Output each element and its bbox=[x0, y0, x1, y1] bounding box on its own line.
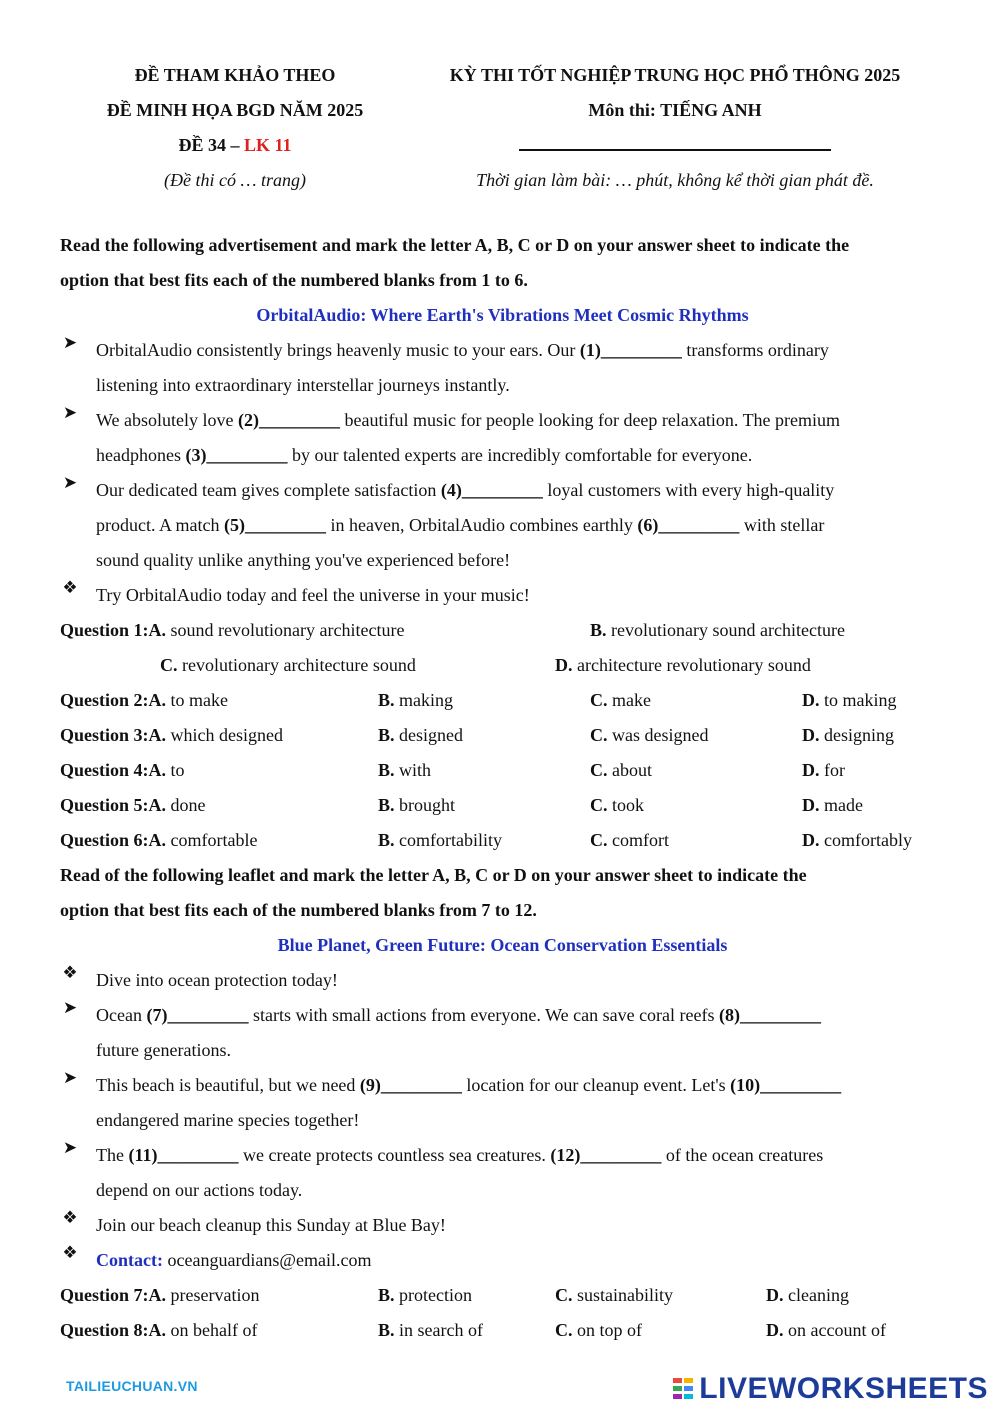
blank-1[interactable]: (1)_________ bbox=[579, 340, 682, 360]
blank-7[interactable]: (7)_________ bbox=[146, 1005, 249, 1025]
option-c[interactable]: sustainability bbox=[577, 1285, 673, 1305]
option-letter[interactable]: D. bbox=[802, 830, 820, 850]
option-a[interactable]: to bbox=[170, 760, 185, 780]
question-6 bbox=[60, 823, 945, 858]
text: The bbox=[96, 1145, 129, 1165]
text: depend on our actions today. bbox=[96, 1180, 303, 1200]
option-b[interactable]: designed bbox=[399, 725, 463, 745]
option-letter[interactable]: D. bbox=[802, 760, 820, 780]
option-letter[interactable]: C. bbox=[590, 760, 608, 780]
tailieuchuan-logo-text: TAILIEUCHUAN.VN bbox=[66, 1378, 198, 1394]
question-1 bbox=[60, 613, 945, 648]
option-letter[interactable]: D. bbox=[766, 1320, 784, 1340]
option-a[interactable]: preservation bbox=[170, 1285, 260, 1305]
blank-2[interactable]: (2)_________ bbox=[238, 410, 341, 430]
option-c[interactable]: revolutionary architecture sound bbox=[182, 655, 416, 675]
text: This beach is beautiful, but we need bbox=[96, 1075, 360, 1095]
leaflet-bullet-1 bbox=[60, 963, 945, 998]
leaflet-bullet-4 bbox=[60, 1138, 945, 1208]
section-2-instruction-line-2: option that best fits each of the numbered blanks from 7 to 12. bbox=[60, 900, 537, 920]
option-c[interactable]: was designed bbox=[612, 725, 709, 745]
question-label: Question 3: bbox=[60, 725, 149, 745]
option-b[interactable]: revolutionary sound architecture bbox=[611, 620, 845, 640]
header-right bbox=[410, 58, 940, 198]
exam-code-prefix: ĐỀ 34 – bbox=[178, 135, 244, 155]
text: in heaven, OrbitalAudio combines earthly bbox=[325, 515, 638, 535]
diamond-bullet-icon: ❖ bbox=[62, 1243, 78, 1262]
option-letter[interactable]: A. bbox=[148, 1320, 167, 1340]
option-letter[interactable]: C. bbox=[590, 690, 608, 710]
header-rule bbox=[410, 128, 940, 163]
diamond-bullet-icon: ❖ bbox=[62, 578, 78, 597]
option-letter[interactable]: A. bbox=[148, 725, 167, 745]
option-letter[interactable]: B. bbox=[378, 690, 395, 710]
arrow-bullet-icon: ➤ bbox=[62, 403, 78, 422]
option-letter[interactable]: D. bbox=[766, 1285, 784, 1305]
question-1-row-2 bbox=[60, 648, 945, 683]
leaflet-contact bbox=[60, 1243, 945, 1278]
text: we create protects countless sea creatures. bbox=[238, 1145, 551, 1165]
question-2 bbox=[60, 683, 945, 718]
option-letter[interactable]: C. bbox=[555, 1285, 573, 1305]
exam-code-red: LK 11 bbox=[244, 135, 292, 155]
text: Join our beach cleanup this Sunday at Blue Bay! bbox=[96, 1215, 446, 1235]
contact-email[interactable]: oceanguardians@email.com bbox=[162, 1250, 372, 1270]
text: headphones bbox=[96, 445, 186, 465]
option-letter[interactable]: A. bbox=[148, 690, 167, 710]
option-d[interactable]: architecture revolutionary sound bbox=[577, 655, 811, 675]
option-letter[interactable]: A. bbox=[148, 830, 167, 850]
exam-title: KỲ THI TỐT NGHIỆP TRUNG HỌC PHỔ THÔNG 2025 bbox=[449, 65, 901, 85]
text: location for our cleanup event. Let's bbox=[461, 1075, 731, 1095]
question-4 bbox=[60, 753, 945, 788]
text: by our talented experts are incredibly comfortable for everyone. bbox=[287, 445, 753, 465]
option-d[interactable]: cleaning bbox=[788, 1285, 849, 1305]
header-left-line-2: ĐỀ MINH HỌA BGD NĂM 2025 bbox=[106, 100, 364, 120]
option-d[interactable]: made bbox=[824, 795, 863, 815]
question-label: Question 4: bbox=[60, 760, 149, 780]
section-1 bbox=[60, 228, 945, 1348]
text: product. A match bbox=[96, 515, 224, 535]
question-8 bbox=[60, 1313, 945, 1348]
arrow-bullet-icon: ➤ bbox=[62, 473, 78, 492]
ad-bullet-1 bbox=[60, 333, 945, 403]
option-letter[interactable]: D. bbox=[802, 795, 820, 815]
text: future generations. bbox=[96, 1040, 231, 1060]
option-letter[interactable]: D. bbox=[802, 690, 820, 710]
header-left-line-1: ĐỀ THAM KHẢO THEO bbox=[134, 65, 336, 85]
blank-9[interactable]: (9)_________ bbox=[359, 1075, 462, 1095]
header-rule-line bbox=[519, 132, 831, 151]
option-c[interactable]: comfort bbox=[612, 830, 669, 850]
option-letter[interactable]: B. bbox=[590, 620, 607, 640]
option-letter[interactable]: B. bbox=[378, 1320, 395, 1340]
text: sound quality unlike anything you've experienced before! bbox=[96, 550, 511, 570]
pages-note: (Đề thi có … trang) bbox=[164, 170, 306, 190]
text: Our dedicated team gives complete satisfaction bbox=[96, 480, 441, 500]
blank-11[interactable]: (11)_________ bbox=[128, 1145, 239, 1165]
question-3 bbox=[60, 718, 945, 753]
blank-4[interactable]: (4)_________ bbox=[440, 480, 543, 500]
text: Ocean bbox=[96, 1005, 147, 1025]
text: We absolutely love bbox=[96, 410, 239, 430]
option-b[interactable]: making bbox=[399, 690, 454, 710]
text: loyal customers with every high-quality bbox=[542, 480, 835, 500]
option-letter[interactable]: B. bbox=[378, 830, 395, 850]
option-letter[interactable]: A. bbox=[148, 795, 167, 815]
leaflet-bullet-2 bbox=[60, 998, 945, 1068]
leaflet-bullet-3 bbox=[60, 1068, 945, 1138]
question-5 bbox=[60, 788, 945, 823]
section-1-instruction-line-2: option that best fits each of the numbered blanks from 1 to 6. bbox=[60, 270, 528, 290]
option-a[interactable]: sound revolutionary architecture bbox=[170, 620, 405, 640]
option-d[interactable]: comfortably bbox=[824, 830, 912, 850]
text: with stellar bbox=[739, 515, 825, 535]
text: endangered marine species together! bbox=[96, 1110, 360, 1130]
option-a[interactable]: comfortable bbox=[170, 830, 258, 850]
text: transforms ordinary bbox=[681, 340, 829, 360]
option-a[interactable]: done bbox=[170, 795, 206, 815]
option-b[interactable]: in search of bbox=[399, 1320, 483, 1340]
header-left bbox=[60, 58, 410, 198]
option-letter[interactable]: C. bbox=[160, 655, 178, 675]
section-1-instruction-line-1: Read the following advertisement and mark the letter A, B, C or D on your answer sheet to indicate the bbox=[60, 235, 850, 255]
option-letter[interactable]: B. bbox=[378, 1285, 395, 1305]
question-label: Question 7: bbox=[60, 1285, 149, 1305]
arrow-bullet-icon: ➤ bbox=[62, 1138, 78, 1157]
arrow-bullet-icon: ➤ bbox=[62, 998, 78, 1017]
text: of the ocean creatures bbox=[661, 1145, 824, 1165]
section-1-title: OrbitalAudio: Where Earth's Vibrations Meet Cosmic Rhythms bbox=[256, 305, 749, 325]
blank-5[interactable]: (5)_________ bbox=[223, 515, 326, 535]
option-letter[interactable]: C. bbox=[590, 830, 608, 850]
option-letter[interactable]: A. bbox=[148, 620, 167, 640]
option-letter[interactable]: D. bbox=[555, 655, 573, 675]
text: beautiful music for people looking for deep relaxation. The premium bbox=[340, 410, 841, 430]
contact-label: Contact: bbox=[96, 1250, 163, 1270]
section-2-title: Blue Planet, Green Future: Ocean Conservation Essentials bbox=[277, 935, 728, 955]
option-letter[interactable]: C. bbox=[555, 1320, 573, 1340]
arrow-bullet-icon: ➤ bbox=[62, 1068, 78, 1087]
liveworksheets-logo-icon bbox=[673, 1376, 695, 1402]
option-letter[interactable]: D. bbox=[802, 725, 820, 745]
option-letter[interactable]: C. bbox=[590, 795, 608, 815]
blank-12[interactable]: (12)_________ bbox=[550, 1145, 662, 1165]
option-b[interactable]: brought bbox=[399, 795, 456, 815]
blank-3[interactable]: (3)_________ bbox=[185, 445, 288, 465]
question-label: Question 2: bbox=[60, 690, 149, 710]
question-7 bbox=[60, 1278, 945, 1313]
leaflet-bullet-5 bbox=[60, 1208, 945, 1243]
text: starts with small actions from everyone. We can save coral reefs bbox=[248, 1005, 720, 1025]
liveworksheets-logo-text: LIVEWORKSHEETS bbox=[699, 1372, 988, 1405]
option-b[interactable]: protection bbox=[399, 1285, 472, 1305]
option-b[interactable]: comfortability bbox=[399, 830, 502, 850]
blank-8[interactable]: (8)_________ bbox=[719, 1005, 822, 1025]
tailieuchuan-logo[interactable] bbox=[66, 1378, 198, 1394]
option-a[interactable]: which designed bbox=[170, 725, 283, 745]
ad-bullet-3 bbox=[60, 473, 945, 578]
question-label: Question 8: bbox=[60, 1320, 149, 1340]
option-letter[interactable]: B. bbox=[378, 725, 395, 745]
liveworksheets-logo[interactable] bbox=[673, 1372, 988, 1406]
option-letter[interactable]: B. bbox=[378, 795, 395, 815]
ad-bullet-4 bbox=[60, 578, 945, 613]
diamond-bullet-icon: ❖ bbox=[62, 963, 78, 982]
option-letter[interactable]: A. bbox=[148, 760, 167, 780]
option-d[interactable]: to making bbox=[824, 690, 897, 710]
option-c[interactable]: about bbox=[612, 760, 652, 780]
subject-line: Môn thi: TIẾNG ANH bbox=[588, 100, 762, 120]
option-b[interactable]: with bbox=[399, 760, 432, 780]
option-letter[interactable]: B. bbox=[378, 760, 395, 780]
option-letter[interactable]: A. bbox=[148, 1285, 167, 1305]
option-d[interactable]: on account of bbox=[788, 1320, 886, 1340]
option-c[interactable]: took bbox=[612, 795, 645, 815]
option-c[interactable]: on top of bbox=[577, 1320, 642, 1340]
ad-bullet-2 bbox=[60, 403, 945, 473]
question-label: Question 1: bbox=[60, 620, 149, 640]
option-a[interactable]: to make bbox=[170, 690, 228, 710]
option-d[interactable]: designing bbox=[824, 725, 894, 745]
question-label: Question 6: bbox=[60, 830, 149, 850]
blank-10[interactable]: (10)_________ bbox=[730, 1075, 842, 1095]
text: Dive into ocean protection today! bbox=[96, 970, 338, 990]
question-label: Question 5: bbox=[60, 795, 149, 815]
section-2-instruction-line-1: Read of the following leaflet and mark the letter A, B, C or D on your answer sheet to indicate the bbox=[60, 865, 807, 885]
arrow-bullet-icon: ➤ bbox=[62, 333, 78, 352]
diamond-bullet-icon: ❖ bbox=[62, 1208, 78, 1227]
text: listening into extraordinary interstellar journeys instantly. bbox=[96, 375, 510, 395]
time-note: Thời gian làm bài: … phút, không kể thời gian phát đề. bbox=[476, 170, 874, 190]
text: Try OrbitalAudio today and feel the universe in your music! bbox=[96, 585, 530, 605]
option-d[interactable]: for bbox=[824, 760, 845, 780]
option-a[interactable]: on behalf of bbox=[170, 1320, 258, 1340]
option-c[interactable]: make bbox=[612, 690, 651, 710]
text: OrbitalAudio consistently brings heavenly music to your ears. Our bbox=[96, 340, 580, 360]
exam-code bbox=[60, 128, 410, 163]
option-letter[interactable]: C. bbox=[590, 725, 608, 745]
blank-6[interactable]: (6)_________ bbox=[637, 515, 740, 535]
